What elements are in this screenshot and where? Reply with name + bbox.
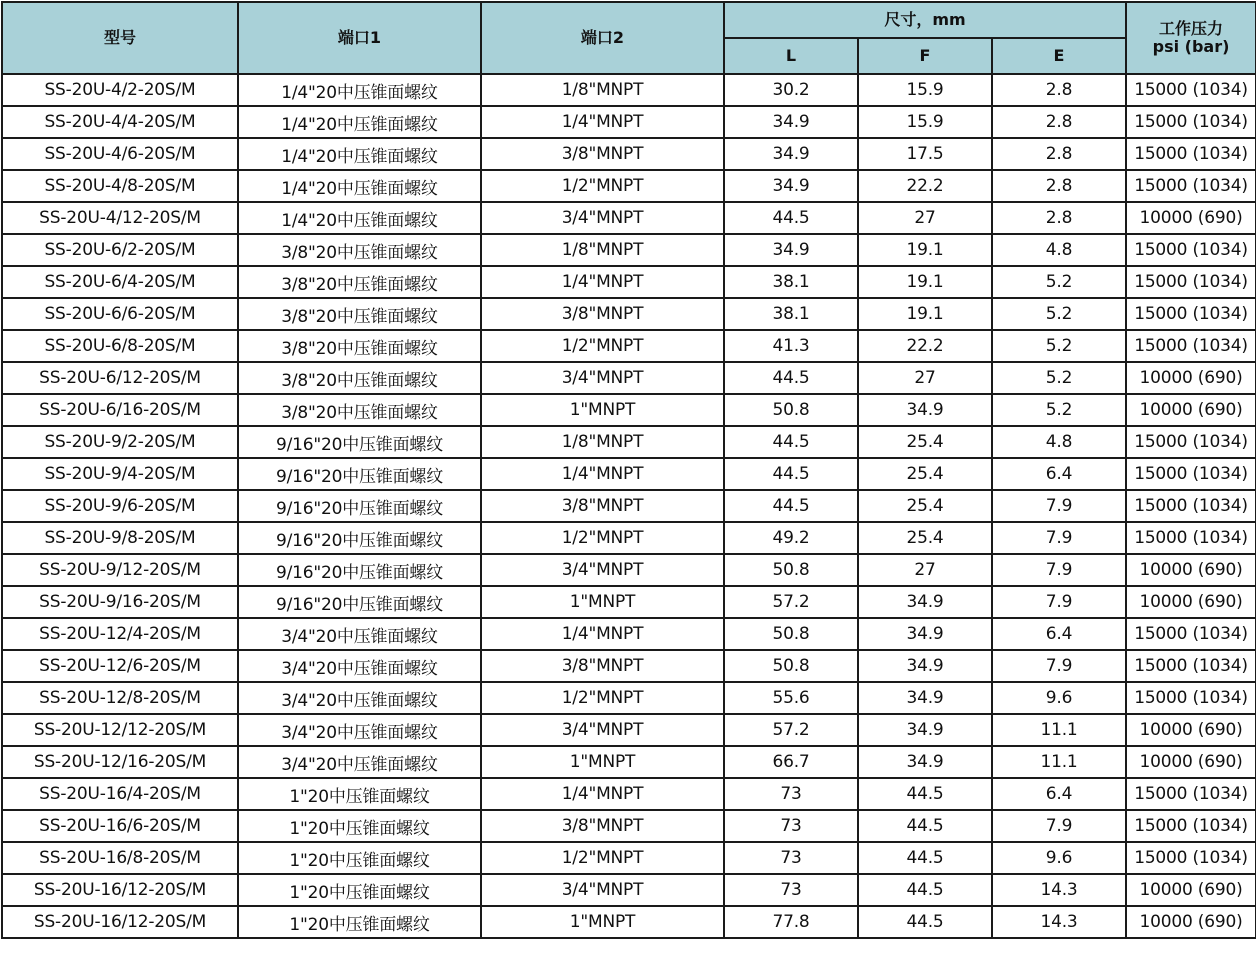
cell-dim-f: 34.9 — [858, 682, 992, 714]
cell-port2: 1"MNPT — [481, 586, 724, 618]
cell-pressure: 10000 (690) — [1126, 554, 1256, 586]
cell-pressure: 10000 (690) — [1126, 362, 1256, 394]
cell-pressure: 10000 (690) — [1126, 746, 1256, 778]
cell-dim-f: 15.9 — [858, 106, 992, 138]
cell-pressure: 15000 (1034) — [1126, 458, 1256, 490]
cell-dim-f: 44.5 — [858, 778, 992, 810]
cell-port1: 1/4"20中压锥面螺纹 — [238, 138, 481, 170]
cell-dim-f: 25.4 — [858, 490, 992, 522]
table-row — [2, 202, 1256, 234]
cell-port2: 1"MNPT — [481, 746, 724, 778]
table-row — [2, 650, 1256, 682]
cell-model: SS-20U-12/8-20S/M — [2, 682, 238, 714]
cell-dim-e: 7.9 — [992, 490, 1126, 522]
cell-dim-l: 34.9 — [724, 138, 858, 170]
table-row — [2, 458, 1256, 490]
table-row — [2, 298, 1256, 330]
cell-port2: 1/8"MNPT — [481, 234, 724, 266]
cell-dim-f: 15.9 — [858, 74, 992, 106]
cell-model: SS-20U-16/4-20S/M — [2, 778, 238, 810]
cell-model: SS-20U-9/16-20S/M — [2, 586, 238, 618]
cell-port2: 3/4"MNPT — [481, 362, 724, 394]
cell-model: SS-20U-9/4-20S/M — [2, 458, 238, 490]
cell-pressure: 15000 (1034) — [1126, 138, 1256, 170]
cell-dim-f: 17.5 — [858, 138, 992, 170]
cell-port2: 3/4"MNPT — [481, 874, 724, 906]
cell-dim-f: 44.5 — [858, 906, 992, 938]
cell-port2: 3/4"MNPT — [481, 714, 724, 746]
cell-port1: 3/4"20中压锥面螺纹 — [238, 746, 481, 778]
cell-model: SS-20U-6/16-20S/M — [2, 394, 238, 426]
header-pressure-unit: psi (bar) — [1152, 37, 1230, 56]
cell-dim-f: 34.9 — [858, 618, 992, 650]
table-header — [2, 2, 1256, 74]
cell-model: SS-20U-6/12-20S/M — [2, 362, 238, 394]
cell-port2: 1/2"MNPT — [481, 330, 724, 362]
cell-model: SS-20U-12/6-20S/M — [2, 650, 238, 682]
cell-pressure: 15000 (1034) — [1126, 810, 1256, 842]
cell-dim-f: 34.9 — [858, 394, 992, 426]
cell-pressure: 15000 (1034) — [1126, 106, 1256, 138]
cell-pressure: 15000 (1034) — [1126, 522, 1256, 554]
cell-port2: 1/8"MNPT — [481, 74, 724, 106]
cell-dim-e: 5.2 — [992, 330, 1126, 362]
cell-model: SS-20U-9/8-20S/M — [2, 522, 238, 554]
cell-port1: 3/4"20中压锥面螺纹 — [238, 682, 481, 714]
table-row — [2, 170, 1256, 202]
cell-dim-e: 6.4 — [992, 618, 1126, 650]
cell-port1: 3/8"20中压锥面螺纹 — [238, 362, 481, 394]
cell-port2: 1/4"MNPT — [481, 266, 724, 298]
table-row — [2, 842, 1256, 874]
cell-port2: 1/2"MNPT — [481, 170, 724, 202]
cell-port2: 1/4"MNPT — [481, 618, 724, 650]
cell-dim-e: 2.8 — [992, 202, 1126, 234]
cell-pressure: 15000 (1034) — [1126, 650, 1256, 682]
cell-dim-l: 34.9 — [724, 234, 858, 266]
cell-dim-f: 27 — [858, 202, 992, 234]
cell-pressure: 15000 (1034) — [1126, 426, 1256, 458]
header-dim-l: L — [724, 38, 858, 74]
cell-dim-l: 55.6 — [724, 682, 858, 714]
cell-model: SS-20U-16/8-20S/M — [2, 842, 238, 874]
cell-port2: 3/8"MNPT — [481, 650, 724, 682]
cell-port1: 3/8"20中压锥面螺纹 — [238, 234, 481, 266]
table-row — [2, 362, 1256, 394]
table-row — [2, 490, 1256, 522]
table-row — [2, 394, 1256, 426]
cell-dim-e: 9.6 — [992, 682, 1126, 714]
cell-model: SS-20U-4/12-20S/M — [2, 202, 238, 234]
table-row — [2, 106, 1256, 138]
cell-port1: 9/16"20中压锥面螺纹 — [238, 522, 481, 554]
cell-port1: 9/16"20中压锥面螺纹 — [238, 586, 481, 618]
cell-port2: 1/4"MNPT — [481, 458, 724, 490]
cell-port1: 3/8"20中压锥面螺纹 — [238, 298, 481, 330]
header-port2: 端口2 — [481, 2, 724, 74]
cell-dim-f: 22.2 — [858, 170, 992, 202]
cell-dim-l: 30.2 — [724, 74, 858, 106]
cell-port2: 1/8"MNPT — [481, 426, 724, 458]
cell-pressure: 15000 (1034) — [1126, 618, 1256, 650]
cell-dim-l: 49.2 — [724, 522, 858, 554]
cell-port1: 9/16"20中压锥面螺纹 — [238, 458, 481, 490]
cell-pressure: 10000 (690) — [1126, 906, 1256, 938]
table-row — [2, 74, 1256, 106]
cell-port1: 9/16"20中压锥面螺纹 — [238, 490, 481, 522]
table-row — [2, 266, 1256, 298]
cell-pressure: 15000 (1034) — [1126, 170, 1256, 202]
cell-model: SS-20U-16/12-20S/M — [2, 906, 238, 938]
cell-dim-l: 44.5 — [724, 490, 858, 522]
cell-model: SS-20U-12/12-20S/M — [2, 714, 238, 746]
cell-dim-l: 38.1 — [724, 266, 858, 298]
cell-dim-f: 25.4 — [858, 426, 992, 458]
cell-dim-e: 4.8 — [992, 426, 1126, 458]
header-pressure-title: 工作压力 — [1159, 19, 1224, 38]
cell-port1: 1"20中压锥面螺纹 — [238, 810, 481, 842]
cell-model: SS-20U-6/2-20S/M — [2, 234, 238, 266]
cell-model: SS-20U-16/6-20S/M — [2, 810, 238, 842]
cell-model: SS-20U-12/16-20S/M — [2, 746, 238, 778]
cell-dim-l: 34.9 — [724, 106, 858, 138]
cell-dim-l: 44.5 — [724, 202, 858, 234]
cell-pressure: 15000 (1034) — [1126, 234, 1256, 266]
header-row-top — [2, 2, 1256, 38]
table-row — [2, 618, 1256, 650]
table-row — [2, 234, 1256, 266]
cell-pressure: 15000 (1034) — [1126, 682, 1256, 714]
table-row — [2, 778, 1256, 810]
cell-dim-e: 6.4 — [992, 458, 1126, 490]
cell-dim-e: 2.8 — [992, 170, 1126, 202]
cell-dim-l: 66.7 — [724, 746, 858, 778]
cell-dim-l: 41.3 — [724, 330, 858, 362]
cell-model: SS-20U-4/6-20S/M — [2, 138, 238, 170]
cell-dim-e: 5.2 — [992, 298, 1126, 330]
cell-port2: 1"MNPT — [481, 394, 724, 426]
cell-port1: 1"20中压锥面螺纹 — [238, 842, 481, 874]
cell-pressure: 10000 (690) — [1126, 394, 1256, 426]
cell-model: SS-20U-12/4-20S/M — [2, 618, 238, 650]
cell-dim-e: 5.2 — [992, 394, 1126, 426]
cell-port2: 3/8"MNPT — [481, 810, 724, 842]
cell-port1: 3/8"20中压锥面螺纹 — [238, 266, 481, 298]
cell-port1: 9/16"20中压锥面螺纹 — [238, 426, 481, 458]
cell-pressure: 15000 (1034) — [1126, 74, 1256, 106]
cell-dim-e: 14.3 — [992, 874, 1126, 906]
cell-dim-e: 7.9 — [992, 522, 1126, 554]
cell-dim-f: 19.1 — [858, 234, 992, 266]
cell-dim-l: 50.8 — [724, 650, 858, 682]
table-row — [2, 522, 1256, 554]
cell-model: SS-20U-4/8-20S/M — [2, 170, 238, 202]
cell-pressure: 15000 (1034) — [1126, 266, 1256, 298]
cell-port2: 3/4"MNPT — [481, 554, 724, 586]
cell-port1: 1/4"20中压锥面螺纹 — [238, 202, 481, 234]
cell-dim-e: 6.4 — [992, 778, 1126, 810]
cell-model: SS-20U-6/4-20S/M — [2, 266, 238, 298]
table-row — [2, 746, 1256, 778]
cell-dim-f: 34.9 — [858, 650, 992, 682]
header-dim-e: E — [992, 38, 1126, 74]
cell-dim-f: 19.1 — [858, 266, 992, 298]
cell-dim-l: 44.5 — [724, 362, 858, 394]
cell-port2: 1/4"MNPT — [481, 778, 724, 810]
cell-model: SS-20U-6/6-20S/M — [2, 298, 238, 330]
cell-pressure: 15000 (1034) — [1126, 298, 1256, 330]
cell-dim-l: 73 — [724, 810, 858, 842]
header-port1: 端口1 — [238, 2, 481, 74]
spec-table — [1, 1, 1256, 939]
header-dimensions: 尺寸，mm — [724, 2, 1126, 38]
table-row — [2, 426, 1256, 458]
cell-dim-l: 34.9 — [724, 170, 858, 202]
cell-dim-e: 11.1 — [992, 714, 1126, 746]
cell-dim-f: 25.4 — [858, 522, 992, 554]
table-row — [2, 874, 1256, 906]
cell-port1: 3/8"20中压锥面螺纹 — [238, 330, 481, 362]
cell-model: SS-20U-9/2-20S/M — [2, 426, 238, 458]
cell-dim-f: 34.9 — [858, 586, 992, 618]
table-row — [2, 682, 1256, 714]
table-row — [2, 554, 1256, 586]
cell-port1: 1"20中压锥面螺纹 — [238, 778, 481, 810]
cell-port1: 3/8"20中压锥面螺纹 — [238, 394, 481, 426]
cell-port1: 1/4"20中压锥面螺纹 — [238, 106, 481, 138]
cell-pressure: 10000 (690) — [1126, 586, 1256, 618]
cell-dim-e: 7.9 — [992, 810, 1126, 842]
cell-port2: 1/2"MNPT — [481, 522, 724, 554]
header-pressure — [1126, 2, 1256, 74]
table-row — [2, 138, 1256, 170]
cell-dim-l: 77.8 — [724, 906, 858, 938]
cell-dim-l: 57.2 — [724, 586, 858, 618]
table-body — [2, 74, 1256, 938]
cell-dim-l: 50.8 — [724, 618, 858, 650]
cell-port2: 1/2"MNPT — [481, 842, 724, 874]
cell-dim-e: 11.1 — [992, 746, 1126, 778]
table-row — [2, 330, 1256, 362]
cell-model: SS-20U-6/8-20S/M — [2, 330, 238, 362]
table-row — [2, 586, 1256, 618]
cell-port1: 3/4"20中压锥面螺纹 — [238, 650, 481, 682]
header-model: 型号 — [2, 2, 238, 74]
cell-dim-e: 2.8 — [992, 106, 1126, 138]
cell-port1: 1/4"20中压锥面螺纹 — [238, 74, 481, 106]
cell-dim-e: 9.6 — [992, 842, 1126, 874]
table-row — [2, 810, 1256, 842]
cell-pressure: 15000 (1034) — [1126, 330, 1256, 362]
cell-dim-e: 2.8 — [992, 74, 1126, 106]
cell-port2: 3/8"MNPT — [481, 138, 724, 170]
header-dim-f: F — [858, 38, 992, 74]
cell-pressure: 10000 (690) — [1126, 202, 1256, 234]
cell-dim-l: 73 — [724, 874, 858, 906]
cell-dim-e: 7.9 — [992, 650, 1126, 682]
cell-dim-e: 7.9 — [992, 586, 1126, 618]
cell-dim-e: 2.8 — [992, 138, 1126, 170]
cell-port2: 3/8"MNPT — [481, 490, 724, 522]
cell-dim-l: 50.8 — [724, 394, 858, 426]
cell-dim-f: 44.5 — [858, 842, 992, 874]
cell-pressure: 10000 (690) — [1126, 874, 1256, 906]
cell-port1: 1"20中压锥面螺纹 — [238, 906, 481, 938]
cell-pressure: 10000 (690) — [1126, 714, 1256, 746]
cell-dim-f: 44.5 — [858, 810, 992, 842]
cell-dim-l: 44.5 — [724, 458, 858, 490]
table-row — [2, 714, 1256, 746]
cell-dim-f: 27 — [858, 362, 992, 394]
cell-port1: 1"20中压锥面螺纹 — [238, 874, 481, 906]
cell-dim-l: 73 — [724, 842, 858, 874]
cell-dim-e: 7.9 — [992, 554, 1126, 586]
cell-dim-l: 38.1 — [724, 298, 858, 330]
cell-dim-f: 22.2 — [858, 330, 992, 362]
cell-port1: 3/4"20中压锥面螺纹 — [238, 714, 481, 746]
cell-dim-e: 4.8 — [992, 234, 1126, 266]
cell-dim-e: 14.3 — [992, 906, 1126, 938]
cell-dim-l: 73 — [724, 778, 858, 810]
cell-port1: 3/4"20中压锥面螺纹 — [238, 618, 481, 650]
cell-dim-f: 34.9 — [858, 746, 992, 778]
cell-model: SS-20U-9/6-20S/M — [2, 490, 238, 522]
cell-port1: 1/4"20中压锥面螺纹 — [238, 170, 481, 202]
cell-dim-f: 27 — [858, 554, 992, 586]
cell-dim-f: 44.5 — [858, 874, 992, 906]
table-row — [2, 906, 1256, 938]
cell-model: SS-20U-4/2-20S/M — [2, 74, 238, 106]
cell-model: SS-20U-9/12-20S/M — [2, 554, 238, 586]
cell-pressure: 15000 (1034) — [1126, 490, 1256, 522]
cell-port2: 3/8"MNPT — [481, 298, 724, 330]
cell-pressure: 15000 (1034) — [1126, 778, 1256, 810]
cell-port2: 3/4"MNPT — [481, 202, 724, 234]
cell-port1: 9/16"20中压锥面螺纹 — [238, 554, 481, 586]
cell-dim-l: 44.5 — [724, 426, 858, 458]
cell-dim-e: 5.2 — [992, 266, 1126, 298]
cell-model: SS-20U-16/12-20S/M — [2, 874, 238, 906]
cell-dim-e: 5.2 — [992, 362, 1126, 394]
cell-port2: 1/4"MNPT — [481, 106, 724, 138]
cell-dim-f: 25.4 — [858, 458, 992, 490]
cell-dim-l: 50.8 — [724, 554, 858, 586]
cell-port2: 1"MNPT — [481, 906, 724, 938]
cell-pressure: 15000 (1034) — [1126, 842, 1256, 874]
cell-model: SS-20U-4/4-20S/M — [2, 106, 238, 138]
cell-dim-f: 34.9 — [858, 714, 992, 746]
cell-dim-l: 57.2 — [724, 714, 858, 746]
cell-dim-f: 19.1 — [858, 298, 992, 330]
cell-port2: 1/2"MNPT — [481, 682, 724, 714]
